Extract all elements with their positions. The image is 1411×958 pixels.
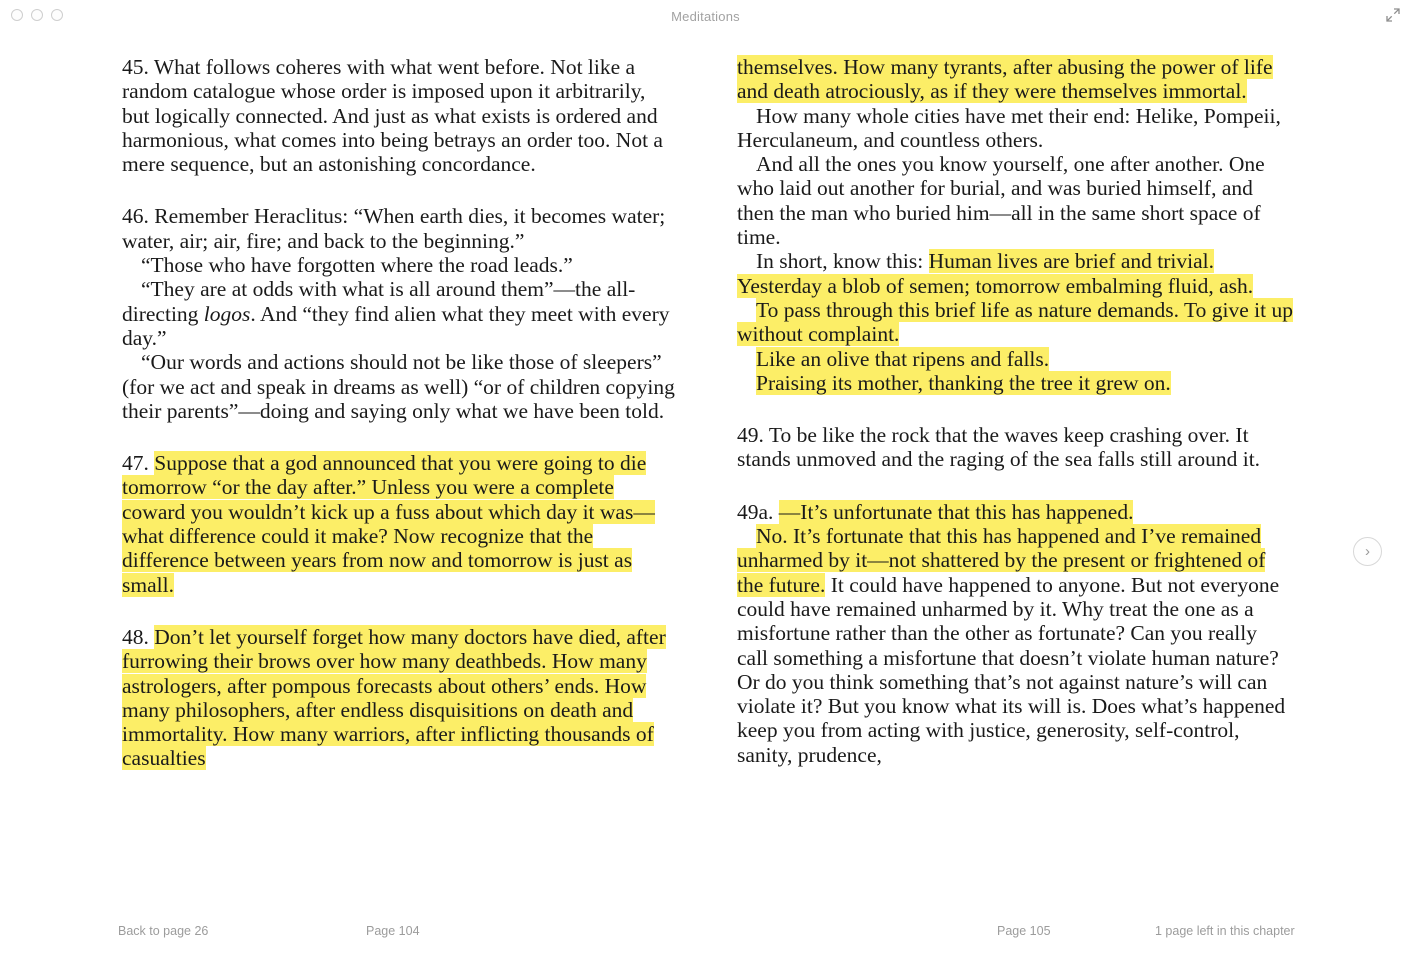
paragraph-spacer <box>122 597 678 625</box>
highlight-pass-through[interactable]: To pass through this brief life as nature demands. To give it up without complaint. <box>737 297 1293 347</box>
entry-number-47: 47. <box>122 451 155 476</box>
paragraph-49: 49. To be like the rock that the waves keep crashing over. It stands unmoved and the raging of the sea falls still around it. <box>737 423 1261 472</box>
paragraph-spacer <box>122 423 678 451</box>
paragraph-spacer <box>122 176 678 204</box>
paragraph-46-quote-3: “Our words and actions should not be like those of sleepers” (for we act and speak in dreams as well) “or of children copying their parents”—doing and saying only what we have been told. <box>122 350 675 423</box>
quote-2-part-2: . And “they find alien what they meet with every day.” <box>122 301 670 350</box>
paragraph-49a-rest: It could have happened to anyone. But not everyone could have remained unharmed by it. Why treat the one as a misfortune rather than the other as fortunate? Can you really call something a misfortune that doesn’t violate human nature? Or do you think something that’s not against nature’s will can violate it? But you know what its will is. Does what’s happened keep you from acting with justice, generosity, self-control, sanity, prudence, <box>737 572 1286 767</box>
paragraph-olive <box>737 347 1293 371</box>
paragraph-cities: How many whole cities have met their end: Helike, Pompeii, Herculaneum, and countless others. <box>737 103 1281 152</box>
book-page <box>0 55 1411 900</box>
paragraph-pass-through <box>737 298 1293 347</box>
page-number-right: Page 105 <box>997 924 1051 938</box>
in-short-lead: In short, know this: <box>756 249 929 274</box>
quote-2-part-1: “They are at odds with what is all around them”—the all-directing <box>122 277 636 326</box>
paragraph-47 <box>122 451 678 597</box>
paragraph-in-short <box>737 249 1293 298</box>
highlight-47[interactable]: Suppose that a god announced that you were going to die tomorrow “or the day after.” Unless you were a complete coward you wouldn’t kick up a fuss about which day it was—what difference could it make? Now recognize that the difference between years from now and tomorrow is just as small. <box>122 451 655 597</box>
paragraph-ones-you-know: And all the ones you know yourself, one after another. One who laid out another for burial, and was buried himself, and then the man who buried him—all in the same short space of time. <box>737 152 1265 250</box>
page-column-right <box>737 55 1293 767</box>
highlight-human-lives[interactable]: Human lives are brief and trivial. Yesterday a blob of semen; tomorrow embalming fluid, ash. <box>737 249 1254 298</box>
paragraph-praising <box>737 371 1293 395</box>
paragraph-48-continued <box>737 55 1293 104</box>
page-column-left <box>122 55 678 771</box>
page-number-left: Page 104 <box>366 924 420 938</box>
paragraph-46-quote-2 <box>122 277 678 350</box>
paragraph-45: 45. What follows coheres with what went before. Not like a random catalogue whose order is imposed upon it arbitrarily, but logically connected. And just as what exists is ordered and harmonious, what comes into being betrays an order too. Not a mere sequence, but an astonishing concordance. <box>122 55 663 177</box>
highlight-48[interactable]: Don’t let yourself forget how many doctors have died, after furrowing their brows over how many deathbeds. How many astrologers, after pompous forecasts about others’ ends. How many philosophers, after endless disquisitions on death and immortality. How many warriors, after inflicting thousands of casualties <box>122 624 666 771</box>
paragraph-spacer <box>737 472 1293 500</box>
highlight-praising[interactable]: Praising its mother, thanking the tree it grew on. <box>756 370 1171 395</box>
highlight-49a-second[interactable]: No. It’s fortunate that this has happened and I’ve remained unharmed by it—not shattered by the present or frightened of the future. <box>737 524 1266 597</box>
window-titlebar <box>0 0 1411 33</box>
highlight-olive[interactable]: Like an olive that ripens and falls. <box>756 346 1050 371</box>
paragraph-spacer <box>737 395 1293 423</box>
reader-footer <box>0 924 1411 944</box>
entry-number-49a: 49a. <box>737 499 779 524</box>
highlight-49a-first[interactable]: —It’s unfortunate that this has happened. <box>778 499 1134 524</box>
window-title: Meditations <box>671 9 740 24</box>
paragraph-46-quote-1: “Those who have forgotten where the road leads.” <box>141 253 573 278</box>
highlight-48-continued[interactable]: themselves. How many tyrants, after abusing the power of life and death atrociously, as if they were themselves immortal. <box>737 55 1273 104</box>
paragraph-49a <box>737 500 1293 524</box>
logos-italic: logos <box>203 301 251 326</box>
paragraph-49a-response <box>737 524 1293 767</box>
paragraph-46-intro: 46. Remember Heraclitus: “When earth dies, it becomes water; water, air; air, fire; and back to the beginning.” <box>122 204 666 253</box>
paragraph-48 <box>122 625 678 771</box>
back-to-page-link[interactable]: Back to page 26 <box>118 924 209 938</box>
chapter-pages-remaining: 1 page left in this chapter <box>1155 924 1295 938</box>
entry-number-48: 48. <box>122 624 155 649</box>
expand-arrows-icon[interactable] <box>1385 7 1401 23</box>
next-page-arrow-icon[interactable]: › <box>1353 537 1382 566</box>
